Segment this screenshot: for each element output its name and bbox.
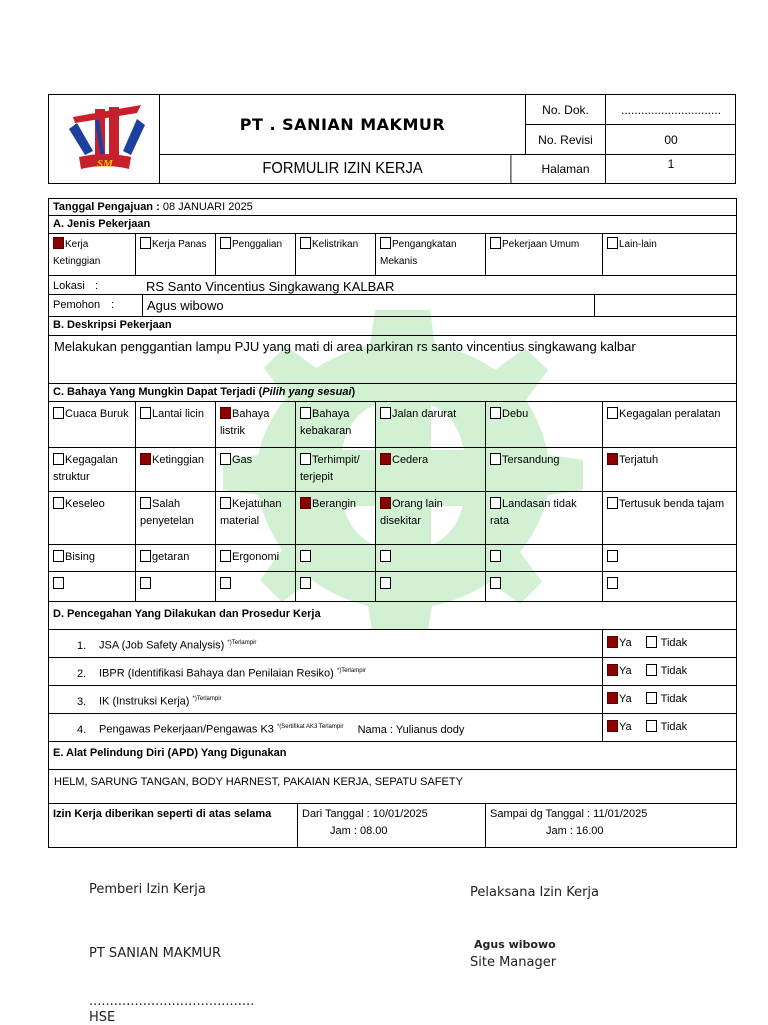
bahaya-option-label: Gas [232,454,253,466]
company-logo [49,95,160,183]
bahaya-option [486,572,603,601]
bahaya-option [296,572,376,601]
bahaya-checkbox[interactable] [607,407,618,419]
bahaya-option-label: Landasan tidak rata [490,498,577,527]
bahaya-checkbox[interactable] [380,497,391,509]
bahaya-option-label: Ergonomi [232,551,280,563]
pemberi-role: HSE [89,1010,116,1025]
bahaya-option-label: Cuaca Buruk [65,408,129,420]
jenis-checkbox[interactable] [53,237,64,249]
bahaya-checkbox[interactable] [140,453,151,465]
bahaya-option-label: Keseleo [65,498,105,510]
bahaya-option [216,572,296,601]
pemohon-value: Agus wibowo [142,295,595,316]
tidak-label: Tidak [660,693,688,705]
ya-checkbox[interactable] [607,636,618,648]
bahaya-checkbox[interactable] [220,497,231,509]
bahaya-checkbox[interactable] [53,497,64,509]
company-name: PT . SANIAN MAKMUR [160,95,526,155]
jenis-option-label: Kerja Ketinggian [53,239,101,267]
bahaya-row [48,402,737,448]
jenis-row [48,234,737,276]
pencegahan-item: 4. Pengawas Pekerjaan/Pengawas K3 $^{*(Sertifikat AK3 Terlampir}$ Nama : Yulianus dody Ya Tidak [48,714,737,742]
ya-label: Ya [619,637,632,649]
tidak-checkbox[interactable] [646,664,657,676]
bahaya-option [376,572,486,601]
bahaya-checkbox[interactable] [220,550,231,562]
bahaya-checkbox[interactable] [300,577,311,589]
bahaya-checkbox[interactable] [490,407,501,419]
pelaksana-role: Site Manager [470,955,557,970]
bahaya-option-label: Kegagalan peralatan [619,408,721,420]
bahaya-option [603,545,737,571]
pemberi-signature-line: ........................................ [89,994,255,1009]
bahaya-option [136,545,216,571]
bahaya-option-label: Lantai licin [152,408,204,420]
bahaya-checkbox[interactable] [53,453,64,465]
bahaya-checkbox[interactable] [300,407,311,419]
izin-row: Izin Kerja diberikan seperti di atas selama Dari Tanggal : 10/01/2025 Jam : 08.00 Sampai dg Tanggal : 11/01/2025 Jam : 16.00 [48,804,737,848]
apd-value: HELM, SARUNG TANGAN, BODY HARNEST, PAKAIAN KERJA, SEPATU SAFETY [48,770,737,804]
jenis-option-label: Pekerjaan Umum [502,239,580,250]
jenis-checkbox[interactable] [380,237,391,249]
bahaya-row [48,545,737,572]
tidak-checkbox[interactable] [646,636,657,648]
bahaya-checkbox[interactable] [53,550,64,562]
lokasi-row: Lokasi : RS Santo Vincentius Singkawang KALBAR [48,276,737,295]
bahaya-option [136,448,216,491]
bahaya-option-label: Cedera [392,454,429,466]
jenis-option [136,234,216,275]
bahaya-checkbox[interactable] [53,407,64,419]
bahaya-option-label: Bising [65,551,95,563]
deskripsi-heading: B. Deskripsi Pekerjaan [48,317,737,336]
pencegahan-item: 3. IK (Instruksi Kerja) $^{*)Terlampir}$ Ya Tidak [48,686,737,714]
bahaya-option [376,545,486,571]
deskripsi-value: Melakukan penggantian lampu PJU yang mati di area parkiran rs santo vincentius singkawang kalbar [48,336,737,384]
jenis-option [603,234,737,275]
bahaya-checkbox[interactable] [380,453,391,465]
bahaya-checkbox[interactable] [53,577,64,589]
tidak-checkbox[interactable] [646,720,657,732]
bahaya-option [49,545,136,571]
bahaya-option [296,402,376,447]
bahaya-checkbox[interactable] [380,577,391,589]
bahaya-checkbox[interactable] [140,407,151,419]
jenis-heading: A. Jenis Pekerjaan [48,216,737,234]
bahaya-option [216,545,296,571]
halaman-value: 1 [667,157,675,171]
izin-label: Izin Kerja diberikan seperti di atas selama [49,804,298,847]
bahaya-checkbox[interactable] [380,407,391,419]
bahaya-checkbox[interactable] [140,497,151,509]
bahaya-option-label: Bahaya kebakaran [300,408,352,437]
bahaya-option [603,448,737,491]
ya-checkbox[interactable] [607,664,618,676]
bahaya-checkbox[interactable] [140,577,151,589]
jenis-option [486,234,603,275]
bahaya-option-label: Terhimpit/ terjepit [300,454,360,483]
bahaya-option [603,572,737,601]
bahaya-checkbox[interactable] [140,550,151,562]
ya-label: Ya [619,693,632,705]
bahaya-option [486,545,603,571]
tanggal-label: Tanggal Pengajuan : [53,201,160,213]
bahaya-checkbox[interactable] [490,577,501,589]
bahaya-option-label: Jalan darurat [392,408,457,420]
bahaya-option [136,572,216,601]
tidak-label: Tidak [660,721,688,733]
jenis-checkbox[interactable] [490,237,501,249]
bahaya-option [49,448,136,491]
bahaya-checkbox[interactable] [490,497,501,509]
bahaya-option-label: Salah penyetelan [140,498,194,527]
jenis-checkbox[interactable] [140,237,151,249]
bahaya-checkbox[interactable] [607,550,618,562]
bahaya-option [49,402,136,447]
sampai-tanggal-value: 11/01/2025 [593,808,648,820]
bahaya-option-label: Orang lain disekitar [380,498,443,527]
bahaya-checkbox[interactable] [220,407,231,419]
bahaya-option [376,402,486,447]
bahaya-checkbox[interactable] [220,577,231,589]
halaman-label: Halaman [526,155,606,183]
pencegahan-item: 1. JSA (Job Safety Analysis) $^{*)Terlampir}$ Ya Tidak [48,630,737,658]
tanggal-value: 08 JANUARI 2025 [159,201,253,213]
bahaya-option [49,492,136,544]
jenis-option-label: Lain-lain [619,239,657,250]
bahaya-checkbox[interactable] [300,550,311,562]
bahaya-option-label: Tertusuk benda tajam [619,498,725,510]
jenis-checkbox[interactable] [607,237,618,249]
pemohon-row: Pemohon : Agus wibowo [48,295,737,317]
no-revisi-value: 00 [606,125,736,155]
pelaksana-label: Pelaksana Izin Kerja [470,885,599,900]
bahaya-option-label: Terjatuh [619,454,659,466]
ya-checkbox[interactable] [607,720,618,732]
bahaya-checkbox[interactable] [607,497,618,509]
bahaya-option-label: Kegagalan struktur [53,454,118,483]
jenis-option-label: Kelistrikan [312,239,359,250]
bahaya-checkbox[interactable] [607,577,618,589]
pencegahan-item: 2. IBPR (Identifikasi Bahaya dan Penilaian Resiko) $^{*)Terlampir}$ Ya Tidak [48,658,737,686]
pemberi-label: Pemberi Izin Kerja [89,882,206,897]
svg-text:SM: SM [97,158,113,170]
jenis-option-label: Penggalian [232,239,283,250]
ya-checkbox[interactable] [607,692,618,704]
pencegahan-item-text: IBPR (Identifikasi Bahaya dan Penilaian Resiko) [99,667,334,680]
pemberi-company: PT SANIAN MAKMUR [89,946,222,961]
pencegahan-heading: D. Pencegahan Yang Dilakukan dan Prosedur Kerja [48,602,737,630]
jenis-checkbox[interactable] [220,237,231,249]
bahaya-option [376,448,486,491]
pengawas-name: Nama : Yulianus dody [357,723,465,736]
bahaya-option [296,492,376,544]
bahaya-option [216,492,296,544]
bahaya-option [296,448,376,491]
tanggal-row [48,198,737,216]
bahaya-option [296,545,376,571]
dari-jam-value: 08.00 [359,825,388,837]
pemohon-label: Pemohon [53,299,101,311]
bahaya-checkbox[interactable] [300,453,311,465]
no-dok-label: No. Dok. [526,95,606,125]
pencegahan-item-text: Pengawas Pekerjaan/Pengawas K3 [99,723,274,736]
bahaya-checkbox[interactable] [490,550,501,562]
bahaya-option [486,448,603,491]
document-header [48,94,736,184]
bahaya-option-label: Berangin [312,498,357,510]
bahaya-option-label: Kejatuhan material [220,498,282,527]
bahaya-checkbox[interactable] [607,453,618,465]
sampai-jam-value: 16.00 [575,825,604,837]
bahaya-option-label: Bahaya listrik [220,408,270,437]
jenis-option [376,234,486,275]
jenis-option [296,234,376,275]
ya-label: Ya [619,721,632,733]
dari-tanggal-value: 10/01/2025 [372,808,428,820]
bahaya-checkbox[interactable] [380,550,391,562]
tidak-label: Tidak [660,665,688,677]
pencegahan-item-text: JSA (Job Safety Analysis) [99,639,225,652]
bahaya-row [48,492,737,545]
bahaya-option-label: Tersandung [502,454,560,466]
bahaya-option [216,402,296,447]
bahaya-option-label: Ketinggian [152,454,204,466]
bahaya-checkbox[interactable] [490,453,501,465]
bahaya-option-label: Debu [502,408,529,420]
bahaya-option [136,492,216,544]
bahaya-option [216,448,296,491]
form-title: FORMULIR IZIN KERJA [175,155,512,183]
bahaya-option [49,572,136,601]
jenis-option-label: Pengangkatan Mekanis [380,239,457,267]
apd-heading: E. Alat Pelindung Diri (APD) Yang Digunakan [48,742,737,770]
bahaya-option-label: getaran [152,551,190,563]
bahaya-row [48,572,737,602]
bahaya-heading: C. Bahaya Yang Mungkin Dapat Terjadi (Pilih yang sesuai) [48,384,737,402]
bahaya-row [48,448,737,492]
bahaya-option [603,402,737,447]
tidak-checkbox[interactable] [646,692,657,704]
pencegahan-item-text: IK (Instruksi Kerja) [99,695,190,708]
bahaya-option [486,402,603,447]
jenis-option-label: Kerja Panas [152,239,207,250]
tidak-label: Tidak [660,637,688,649]
bahaya-option [603,492,737,544]
no-revisi-label: No. Revisi [526,125,606,155]
pelaksana-name: Agus wibowo [474,938,556,951]
no-dok-value: .............................. [606,95,736,125]
lokasi-label: Lokasi [53,280,85,292]
jenis-checkbox[interactable] [300,237,311,249]
sm-logo-icon [49,95,160,183]
bahaya-option [376,492,486,544]
bahaya-option [486,492,603,544]
bahaya-option [136,402,216,447]
ya-label: Ya [619,665,632,677]
bahaya-checkbox[interactable] [220,453,231,465]
jenis-option [49,234,136,275]
lokasi-value: RS Santo Vincentius Singkawang KALBAR [146,279,395,294]
jenis-option [216,234,296,275]
bahaya-checkbox[interactable] [300,497,311,509]
